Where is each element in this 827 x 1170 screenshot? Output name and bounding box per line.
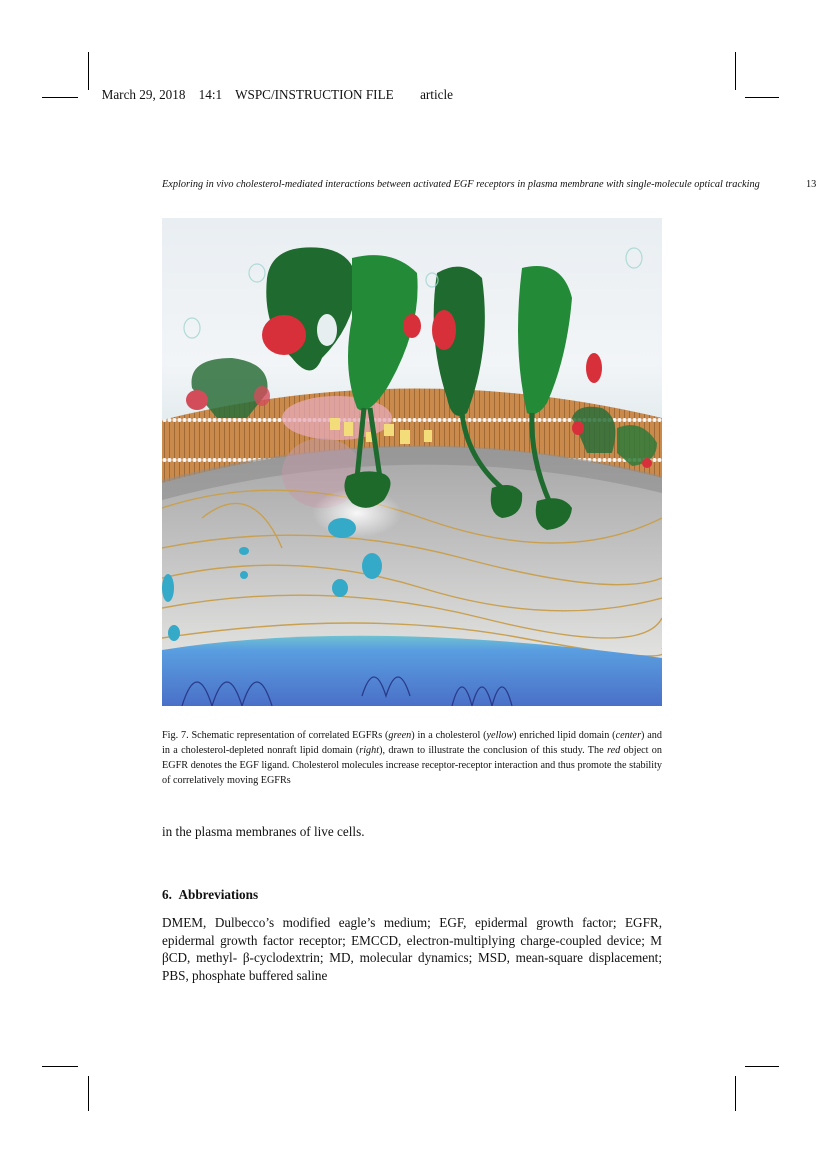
egfr-membrane-illustration: [162, 218, 662, 706]
crop-mark: [745, 1066, 779, 1067]
section-title: Abbreviations: [178, 887, 259, 902]
crop-mark: [745, 97, 779, 98]
crop-mark: [735, 52, 736, 90]
running-header: [95, 71, 453, 103]
figure-caption: Fig. 7. Schematic representation of correlated EGFRs (green) in a cholesterol (yellow) enriched lipid domain (center) and in a cholesterol-depleted nonraft lipid domain (right), drawn to illustrate the conclusion of this study. The red object on EGFR denotes the EGF ligand. Cholesterol molecules increase receptor-receptor interaction and thus promote the stability of correlatively moving EGFRs: [162, 730, 662, 786]
crop-mark: [42, 97, 78, 98]
page-header-title: Exploring in vivo cholesterol-mediated interactions between activated EGF receptors in plasma membrane with single-molecule optical tracking: [162, 179, 760, 190]
page-header: [162, 179, 822, 190]
caption-label: Fig. 7.: [162, 730, 189, 741]
section-number: 6.: [162, 887, 172, 902]
header-file: WSPC/INSTRUCTION FILE: [235, 87, 394, 102]
header-type: article: [420, 87, 454, 102]
header-time: 14:1: [198, 87, 223, 102]
crop-mark: [42, 1066, 78, 1067]
page-number: 13: [806, 179, 817, 190]
body-paragraph-continuation: in the plasma membranes of live cells.: [162, 824, 365, 839]
section-heading: [162, 887, 258, 903]
header-date: March 29, 2018: [101, 87, 186, 102]
crop-mark: [88, 1076, 89, 1111]
abbreviations-paragraph: DMEM, Dulbecco’s modified eagle’s medium; EGF, epidermal growth factor; EGFR, epidermal growth factor receptor; EMCCD, electron-multiplying charge-coupled device; M βCD, methyl- β-cyclodextrin; MD, molecular dynamics; MSD, mean-square displacement; PBS, phosphate buffered saline: [162, 915, 662, 983]
crop-mark: [88, 52, 89, 90]
crop-mark: [735, 1076, 736, 1111]
figure-illustration: [162, 218, 662, 706]
